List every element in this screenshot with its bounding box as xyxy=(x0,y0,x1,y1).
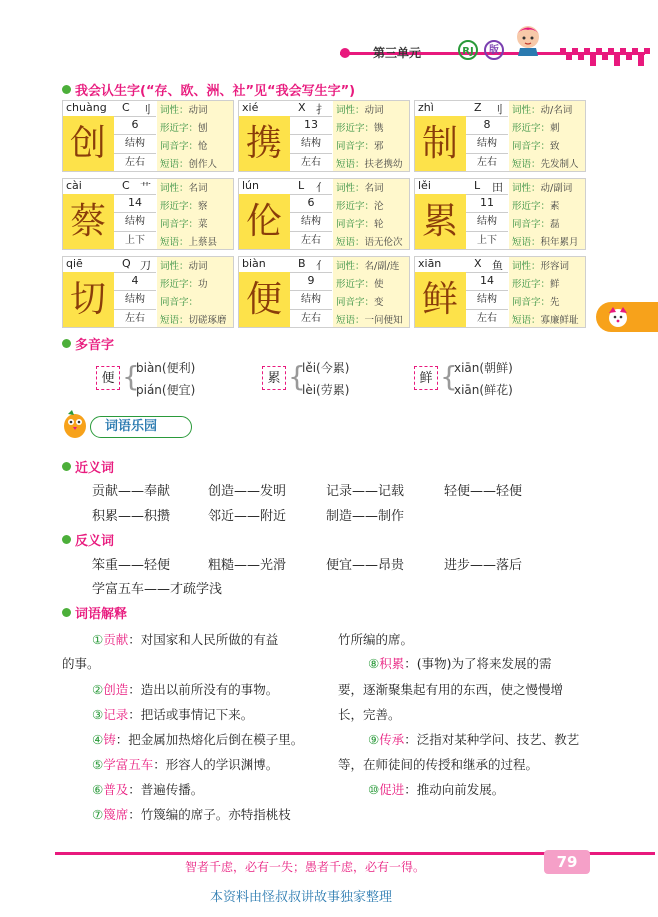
explanation-1-cont: 的事。 xyxy=(62,656,100,671)
green-bullet-icon xyxy=(62,462,71,471)
polyphone-reading: lèi(劳累) xyxy=(302,383,350,397)
explanation-4: ④铸：把金属加热熔化后倒在模子里。 xyxy=(92,732,304,747)
polyphone-char-bian: 便 xyxy=(96,366,120,390)
explanation-2: ②创造：造出以前所没有的事物。 xyxy=(92,682,279,697)
stroke-count: 6 xyxy=(114,116,156,135)
big-character: 累 xyxy=(421,201,458,242)
synonym-pair: 贡献——奉献 xyxy=(92,484,171,499)
big-character: 切 xyxy=(69,279,106,320)
antonym-pair: 便宜——昂贵 xyxy=(326,558,405,573)
green-bullet-icon xyxy=(62,535,71,544)
footer-proverb: 智者千虑，必有一失；愚者千虑，必有一得。 xyxy=(185,860,426,874)
char-card-lei: lěi L 田 累 11 结构 上下 词性：动/副词 形近字：素 同音字：磊 短语：积年累月 xyxy=(414,178,586,250)
brace-icon: { xyxy=(440,360,458,393)
explanation-7-cont: 竹所编的席。 xyxy=(338,632,414,647)
synonym-pair: 制造——制作 xyxy=(326,509,405,524)
green-bullet-icon xyxy=(62,85,71,94)
checker-pattern-decoration xyxy=(560,40,650,70)
antonym-pair: 粗糙——光滑 xyxy=(208,558,287,573)
edition-badge-rj: RJ xyxy=(458,40,478,60)
word-park-banner: 词语乐园 xyxy=(90,416,192,438)
homophone-line: 同音字：怆 xyxy=(160,141,208,152)
char-card-bian: biàn B 亻 便 9 结构 左右 词性：名/副/连 形近字：使 同音字：变 短语：一问便知 xyxy=(238,256,410,328)
polyphone-reading: xiān(鲜花) xyxy=(454,383,513,397)
big-character: 制 xyxy=(421,123,458,164)
green-bullet-icon xyxy=(62,339,71,348)
char-card-qie: qiē Q 刀 切 4 结构 左右 词性：动词 形近字：功 同音字： 短语：切磋琢磨 xyxy=(62,256,234,328)
explanation-9: ⑨传承：泛指对某种学问、技艺、教艺 xyxy=(368,732,580,747)
section-title-polyphone: 多音字 xyxy=(62,334,114,353)
pinyin-bar: chuàng C 刂 xyxy=(62,100,156,117)
synonym-pair: 邻近——附近 xyxy=(208,509,287,524)
section-title-recognize: 我会认生字(“存、欧、洲、社”见“我会写生字”) xyxy=(62,80,355,99)
unit-title: 第三单元 xyxy=(373,46,422,60)
explanation-8-cont2: 长，完善。 xyxy=(338,707,401,722)
girl-mascot-icon xyxy=(508,22,548,56)
synonym-pair: 轻便——轻便 xyxy=(444,484,523,499)
explanation-1: ①贡献：对国家和人民所做的有益 xyxy=(92,632,279,647)
phrase-line: 短语：创作人 xyxy=(160,159,218,170)
pos-line: 词性：动词 xyxy=(160,105,208,116)
antonym-pair: 学富五车——才疏学浅 xyxy=(92,582,223,597)
brace-icon: { xyxy=(288,360,306,393)
big-character: 蔡 xyxy=(69,201,106,242)
antonym-pair: 进步——落后 xyxy=(444,558,523,573)
polyphone-reading: xiān(朝鲜) xyxy=(454,361,513,375)
explanation-3: ③记录：把话或事情记下来。 xyxy=(92,707,254,722)
structure-value: 左右 xyxy=(125,157,145,168)
brace-icon: { xyxy=(122,360,140,393)
char-card-lun: lún L 亻 伦 6 结构 左右 词性：名词 形近字：沦 同音字：轮 短语：语无伦次 xyxy=(238,178,410,250)
char-card-zhi: zhì Z 刂 制 8 结构 左右 词性：动/名词 形近字：刺 同音字：致 短语：先发制人 xyxy=(414,100,586,172)
edition-badge-version: 版 xyxy=(484,40,504,60)
big-character: 便 xyxy=(245,279,282,320)
bird-mascot-icon xyxy=(60,408,90,440)
fox-face-icon xyxy=(606,305,630,329)
big-character: 携 xyxy=(245,123,282,164)
big-character: 创 xyxy=(69,123,106,164)
polyphone-reading: biàn(便利) xyxy=(136,361,196,375)
char-card-chuang xyxy=(62,100,234,172)
section-title-explanations: 词语解释 xyxy=(62,603,127,622)
explanation-10: ⑩促进：推动向前发展。 xyxy=(368,782,505,797)
char-card-cai: cài C 艹 蔡 14 结构 上下 词性：名词 形近字：察 同音字：菜 短语：上蔡县 xyxy=(62,178,234,250)
similar-line: 形近字：刨 xyxy=(160,123,208,134)
explanation-6: ⑥普及：普遍传播。 xyxy=(92,782,204,797)
char-card-xie: xié X 扌 携 13 结构 左右 词性：动词 形近字：镌 同音字：邪 短语：扶老携幼 xyxy=(238,100,410,172)
polyphone-reading: pián(便宜) xyxy=(136,383,196,397)
char-card-xian: xiān X 鱼 鲜 14 结构 左右 词性：形容词 形近字：鲜 同音字：先 短语：寡廉鲜耻 xyxy=(414,256,586,328)
explanation-5: ⑤学富五车：形容人的学识渊博。 xyxy=(92,757,279,772)
polyphone-char-xian: 鲜 xyxy=(414,366,438,390)
page-number: 79 xyxy=(544,850,590,874)
big-character: 鲜 xyxy=(421,279,458,320)
polyphone-reading: lěi(今累) xyxy=(302,361,350,375)
explanation-8: ⑧积累：(事物)为了将来发展的需 xyxy=(368,656,552,671)
synonym-pair: 记录——记载 xyxy=(326,484,405,499)
green-bullet-icon xyxy=(62,608,71,617)
polyphone-char-lei: 累 xyxy=(262,366,286,390)
structure-label: 结构 xyxy=(114,135,156,154)
antonym-pair: 笨重——轻便 xyxy=(92,558,171,573)
synonym-pair: 创造——发明 xyxy=(208,484,287,499)
section-title-antonyms: 反义词 xyxy=(62,530,114,549)
synonym-pair: 积累——积攒 xyxy=(92,509,171,524)
header-bullet xyxy=(340,48,350,58)
section-title-synonyms: 近义词 xyxy=(62,457,114,476)
explanation-7: ⑦篾席：竹篾编的席子。亦特指桃枝 xyxy=(92,807,291,822)
big-character: 伦 xyxy=(245,201,282,242)
explanation-8-cont: 要，逐渐聚集起有用的东西，使之慢慢增 xyxy=(338,682,564,697)
credit-line: 本资料由怪叔叔讲故事独家整理 xyxy=(210,890,393,905)
explanation-9-cont: 等，在师徒间的传授和继承的过程。 xyxy=(338,757,539,772)
